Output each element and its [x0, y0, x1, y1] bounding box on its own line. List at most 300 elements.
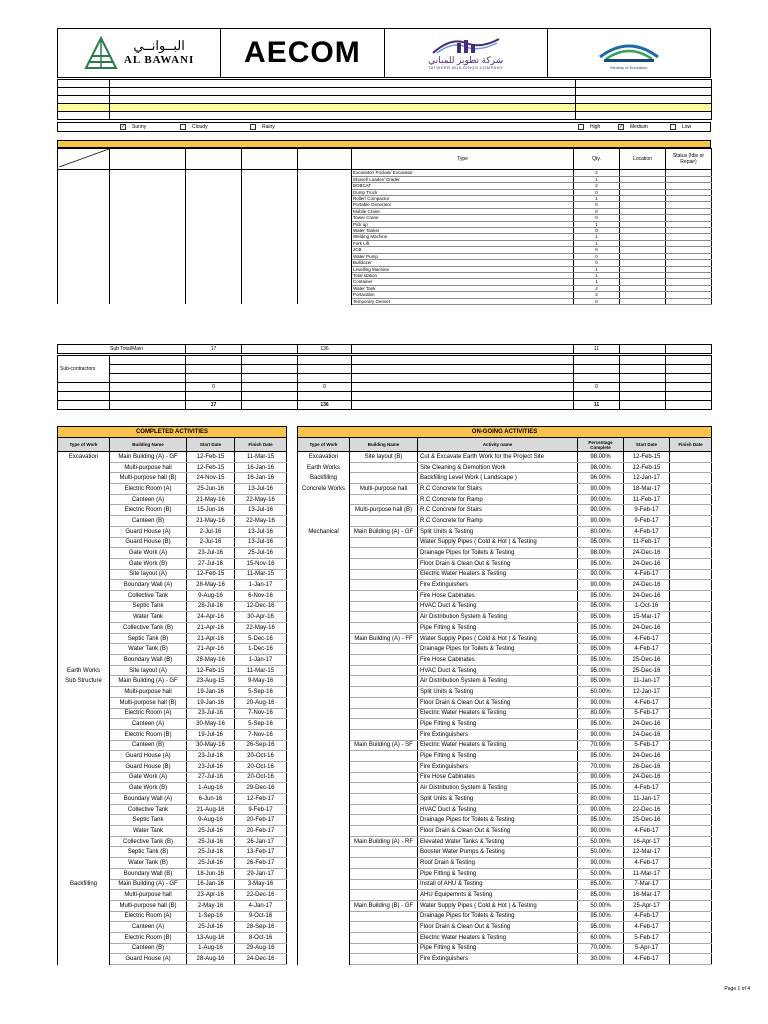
ongoing-building [350, 580, 418, 591]
completed-start: 12-Feb-15 [187, 569, 235, 580]
ongoing-type [298, 943, 350, 954]
ongoing-building [350, 847, 418, 858]
ongoing-percent: 30.00% [578, 954, 624, 965]
ongoing-finish [670, 687, 712, 698]
ongoing-type [298, 890, 350, 901]
ongoing-start: 24-Dec-16 [624, 729, 670, 740]
ongoing-finish [670, 815, 712, 826]
ongoing-row [298, 815, 712, 826]
ongoing-finish [670, 761, 712, 772]
completed-row [58, 505, 287, 516]
ongoing-activity: HVAC Duct & Testing [418, 665, 578, 676]
completed-start: 28-May-16 [187, 580, 235, 591]
completed-row [58, 911, 287, 922]
ongoing-row [298, 473, 712, 484]
equipment-qty: 2 [574, 183, 620, 189]
equipment-qty: 0 [574, 215, 620, 221]
ongoing-activities-table [297, 426, 712, 965]
ongoing-start: 5-Feb-17 [624, 932, 670, 943]
ongoing-row [298, 911, 712, 922]
ongoing-finish [670, 804, 712, 815]
ongoing-activity: Split Units & Testing [418, 526, 578, 537]
ongoing-type [298, 772, 350, 783]
completed-finish: 5-Dec-16 [235, 633, 287, 644]
ongoing-activity: Air Distribution System & Testing [418, 783, 578, 794]
ongoing-row [298, 783, 712, 794]
ongoing-finish [670, 462, 712, 473]
ongoing-start: 9-Feb-17 [624, 505, 670, 516]
ongoing-percent: 95.00% [578, 783, 624, 794]
ministry-english: Ministry of Education [610, 64, 648, 70]
completed-row [58, 697, 287, 708]
completed-finish: 26-Jan-17 [235, 836, 287, 847]
completed-row [58, 858, 287, 869]
completed-row [58, 537, 287, 548]
completed-building: Septic Tank (B) [110, 847, 187, 858]
ongoing-type [298, 537, 350, 548]
completed-type [58, 804, 110, 815]
completed-building: Canteen (A) [110, 494, 187, 505]
completed-start: 24-Nov-15 [187, 473, 235, 484]
ongoing-start: 18-Mar-17 [624, 484, 670, 495]
ongoing-finish [670, 494, 712, 505]
ongoing-finish [670, 484, 712, 495]
completed-row [58, 558, 287, 569]
ongoing-activity: HVAC Duct & Testing [418, 804, 578, 815]
ongoing-row [298, 868, 712, 879]
equipment-qty: 1 [574, 196, 620, 202]
ongoing-building [350, 590, 418, 601]
ongoing-activity: Install of AHU & Testing [418, 879, 578, 890]
completed-finish: 9-Feb-17 [235, 804, 287, 815]
ongoing-row [298, 537, 712, 548]
level-low[interactable] [670, 124, 691, 130]
ongoing-type: Backfilling [298, 473, 350, 484]
equipment-qty: 0 [574, 253, 620, 259]
completed-building: Site layout (A) [110, 569, 187, 580]
ongoing-percent: 70.00% [578, 740, 624, 751]
ongoing-activity: Drainage Pipes for Toilets & Testing [418, 644, 578, 655]
completed-finish: 25-Jul-16 [235, 548, 287, 559]
completed-type [58, 922, 110, 933]
level-high[interactable] [578, 124, 600, 130]
completed-building: Multi-purpose hall (B) [110, 473, 187, 484]
completed-type [58, 761, 110, 772]
ongoing-row [298, 836, 712, 847]
completed-building: Multi-purpose hall [110, 890, 187, 901]
completed-row [58, 943, 287, 954]
completed-type [58, 484, 110, 495]
completed-start: 23-Aug-15 [187, 676, 235, 687]
weather-cloudy[interactable] [180, 124, 208, 130]
ongoing-start: 12-Mar-17 [624, 847, 670, 858]
ongoing-start: 4-Feb-17 [624, 911, 670, 922]
ongoing-type: Excavation [298, 452, 350, 463]
completed-type [58, 890, 110, 901]
albawani-english: AL BAWANI [123, 54, 195, 66]
completed-type [58, 868, 110, 879]
completed-start: 1-Aug-16 [187, 943, 235, 954]
ongoing-start: 12-Feb-15 [624, 452, 670, 463]
ongoing-type [298, 804, 350, 815]
completed-finish: 20-Oct-16 [235, 761, 287, 772]
ongoing-start: 5-Apr-17 [624, 943, 670, 954]
completed-type [58, 932, 110, 943]
completed-finish: 11-Mar-15 [235, 569, 287, 580]
completed-start: 23-Apr-16 [187, 890, 235, 901]
header-grid-row [58, 112, 712, 120]
ongoing-percent: 95.00% [578, 676, 624, 687]
ongoing-row [298, 772, 712, 783]
ongoing-start: 12-Jan-17 [624, 687, 670, 698]
ongoing-percent: 50.00% [578, 868, 624, 879]
level-medium[interactable] [618, 124, 648, 130]
completed-row [58, 601, 287, 612]
ongoing-finish [670, 644, 712, 655]
ongoing-start: 25-Apr-17 [624, 900, 670, 911]
completed-start: 25-Jun-16 [187, 484, 235, 495]
completed-building: Guard House (B) [110, 537, 187, 548]
completed-row [58, 633, 287, 644]
completed-row [58, 879, 287, 890]
completed-finish: 5-Sep-16 [235, 719, 287, 730]
ongoing-type [298, 826, 350, 837]
ongoing-percent: 95.00% [578, 911, 624, 922]
completed-start: 15-Jun-16 [187, 505, 235, 516]
completed-finish: 16-Jan-16 [235, 473, 287, 484]
completed-start: 6-Jun-16 [187, 794, 235, 805]
ongoing-type [298, 815, 350, 826]
completed-type [58, 462, 110, 473]
ongoing-type [298, 697, 350, 708]
ongoing-activity: Air Distribution System & Testing [418, 676, 578, 687]
ongoing-finish [670, 516, 712, 527]
equipment-header-row [58, 149, 712, 170]
completed-col-type: Type of Work [58, 438, 110, 452]
completed-start: 16-Jan-16 [187, 879, 235, 890]
completed-finish: 22-May-16 [235, 494, 287, 505]
completed-building: Canteen (A) [110, 719, 187, 730]
ongoing-percent: 90.00% [578, 505, 624, 516]
weather-rainy[interactable] [250, 124, 275, 130]
completed-building: Collective Tank [110, 804, 187, 815]
equipment-qty: 0 [574, 228, 620, 234]
completed-type [58, 623, 110, 634]
ongoing-start: 24-Dec-16 [624, 623, 670, 634]
ongoing-start: 12-Jan-17 [624, 473, 670, 484]
completed-building: Guard House (A) [110, 751, 187, 762]
completed-building: Multi-purpose hall (B) [110, 900, 187, 911]
ongoing-finish [670, 932, 712, 943]
ongoing-type: Concrete Works [298, 484, 350, 495]
ongoing-finish [670, 537, 712, 548]
checkbox-high[interactable] [578, 124, 584, 130]
ongoing-building: Multi-purpose hall (B) [350, 505, 418, 516]
ongoing-percent: 95.00% [578, 815, 624, 826]
ongoing-row [298, 494, 712, 505]
header-grid-row [58, 96, 712, 104]
ongoing-row [298, 761, 712, 772]
ongoing-finish [670, 633, 712, 644]
ongoing-type [298, 729, 350, 740]
completed-start: 28-Jul-16 [187, 601, 235, 612]
completed-type [58, 836, 110, 847]
completed-row [58, 548, 287, 559]
ongoing-activity: Floor Drain & Clean Out & Testing [418, 697, 578, 708]
ongoing-type [298, 612, 350, 623]
completed-row [58, 815, 287, 826]
completed-finish: 11-Mar-15 [235, 452, 287, 463]
ongoing-activity: Pipe Fitting & Testing [418, 623, 578, 634]
sub-a: 0 [186, 383, 242, 392]
ongoing-start: 24-Dec-16 [624, 751, 670, 762]
ongoing-type [298, 590, 350, 601]
ongoing-row [298, 548, 712, 559]
weather-sunny[interactable] [120, 124, 146, 130]
completed-building: Main Building (A) - GF [110, 676, 187, 687]
completed-activities-table [57, 426, 287, 965]
completed-finish: 26-Feb-17 [235, 858, 287, 869]
completed-finish: 12-Dec-16 [235, 601, 287, 612]
logo-strip [57, 28, 711, 78]
completed-finish: 20-Aug-16 [235, 697, 287, 708]
ongoing-start: 4-Feb-17 [624, 644, 670, 655]
completed-type [58, 708, 110, 719]
checkbox-rainy[interactable] [250, 124, 256, 130]
ongoing-activity: Pipe Fitting & Testing [418, 751, 578, 762]
ongoing-finish [670, 836, 712, 847]
spacer-row [58, 392, 712, 401]
equipment-status-header: Status (Idle or Repair) [666, 149, 712, 170]
ongoing-finish [670, 526, 712, 537]
ongoing-building [350, 473, 418, 484]
ongoing-start: 24-Dec-16 [624, 772, 670, 783]
ongoing-percent: 95.00% [578, 612, 624, 623]
completed-type [58, 558, 110, 569]
ongoing-type: Mechanical [298, 526, 350, 537]
subtotal-c: 11 [574, 345, 620, 354]
equipment-subtotal-table [57, 344, 712, 354]
total-a: 17 [186, 401, 242, 410]
completed-start: 9-Aug-16 [187, 590, 235, 601]
tatweer-logo [385, 28, 548, 78]
ongoing-building [350, 655, 418, 666]
completed-type [58, 943, 110, 954]
subcontractors-label: Sub-contractors [58, 356, 110, 383]
ongoing-percent: 95.00% [578, 558, 624, 569]
ongoing-percent: 90.00% [578, 858, 624, 869]
completed-building: Multi-purpose hall (B) [110, 697, 187, 708]
completed-type [58, 719, 110, 730]
tatweer-english: TATWEER BUILDINGS COMPANY [428, 64, 504, 70]
completed-finish: 9-May-16 [235, 676, 287, 687]
ongoing-finish [670, 900, 712, 911]
ongoing-finish [670, 783, 712, 794]
ongoing-row [298, 794, 712, 805]
ongoing-start: 4-Feb-17 [624, 858, 670, 869]
completed-finish: 22-May-16 [235, 623, 287, 634]
equipment-type: Fork Lift [352, 240, 574, 246]
completed-start: 28-May-16 [187, 655, 235, 666]
equipment-qty-header: Qty. [574, 149, 620, 170]
ongoing-type [298, 900, 350, 911]
ongoing-activity: Fire Hose Cabinates [418, 772, 578, 783]
checkbox-low[interactable] [670, 124, 676, 130]
ongoing-building [350, 815, 418, 826]
ongoing-type [298, 569, 350, 580]
completed-type: Backfilling [58, 879, 110, 890]
completed-start: 13-Aug-16 [187, 932, 235, 943]
checkbox-medium[interactable]: ✓ [618, 123, 624, 130]
ongoing-activity: Water Supply Pipes ( Cold & Hot ) & Testing [418, 633, 578, 644]
ongoing-row [298, 590, 712, 601]
ongoing-activity: R.C Concrete for Stairs [418, 505, 578, 516]
ongoing-start: 4-Feb-17 [624, 954, 670, 965]
ongoing-row [298, 954, 712, 965]
completed-finish: 3-May-16 [235, 879, 287, 890]
ongoing-percent: 95.00% [578, 719, 624, 730]
completed-type [58, 537, 110, 548]
ongoing-start: 24-Dec-16 [624, 719, 670, 730]
completed-type [58, 516, 110, 527]
equipment-type: Shovel/ Loader/ Grader [352, 176, 574, 182]
ongoing-building: Multi-purpose hall [350, 484, 418, 495]
ongoing-start: 24-Dec-16 [624, 580, 670, 591]
ongoing-finish [670, 623, 712, 634]
completed-start: 1-Aug-16 [187, 783, 235, 794]
completed-start: 23-Jul-16 [187, 548, 235, 559]
completed-start: 2-Jul-16 [187, 526, 235, 537]
completed-start: 2-May-16 [187, 900, 235, 911]
ongoing-start: 11-Feb-17 [624, 494, 670, 505]
completed-finish: 1-Jan-17 [235, 655, 287, 666]
ongoing-building [350, 462, 418, 473]
ongoing-percent: 85.00% [578, 879, 624, 890]
albawani-arabic: البــوانــي [133, 39, 185, 54]
ongoing-activity: Floor Drain & Clean Out & Testing [418, 826, 578, 837]
ongoing-finish [670, 676, 712, 687]
ongoing-header-row [298, 438, 712, 452]
ongoing-type [298, 623, 350, 634]
ongoing-type [298, 516, 350, 527]
completed-type [58, 505, 110, 516]
completed-type [58, 858, 110, 869]
equipment-type: Mobile Crane [352, 208, 574, 214]
completed-start: 19-Jul-16 [187, 729, 235, 740]
ongoing-row [298, 879, 712, 890]
ongoing-activity: R.C Concrete for Ramp [418, 494, 578, 505]
completed-start: 21-Apr-16 [187, 633, 235, 644]
ongoing-type [298, 922, 350, 933]
equipment-type: Portacabin [352, 292, 574, 298]
ongoing-start: 11-Feb-17 [624, 537, 670, 548]
completed-row [58, 729, 287, 740]
checkbox-sunny[interactable]: ✓ [120, 123, 126, 130]
completed-finish: 26-Sep-16 [235, 740, 287, 751]
completed-row [58, 452, 287, 463]
equipment-qty: 1 [574, 221, 620, 227]
ongoing-start: 9-Feb-17 [624, 516, 670, 527]
ongoing-activity: Electric Water Heaters & Testing [418, 932, 578, 943]
total-c: 11 [574, 401, 620, 410]
equipment-type: Levelling Machine [352, 266, 574, 272]
ongoing-activity: Floor Drain & Clean Out & Testing [418, 922, 578, 933]
ongoing-percent: 98.00% [578, 462, 624, 473]
grand-total-row [58, 401, 712, 410]
ongoing-activity: Site Cleaning & Demoltion Work [418, 462, 578, 473]
completed-start: 25-Jul-16 [187, 858, 235, 869]
ongoing-building [350, 708, 418, 719]
ongoing-start: 22-Dec-16 [624, 804, 670, 815]
completed-type: Earth Works [58, 665, 110, 676]
completed-type [58, 633, 110, 644]
completed-type [58, 569, 110, 580]
completed-building: Water Tank [110, 612, 187, 623]
ongoing-building [350, 761, 418, 772]
equipment-type: Water Tanker [352, 228, 574, 234]
ongoing-building [350, 558, 418, 569]
completed-finish: 28-Sep-16 [235, 922, 287, 933]
completed-building: Water Tank (B) [110, 644, 187, 655]
ongoing-type [298, 879, 350, 890]
ongoing-row [298, 708, 712, 719]
level-high-label: High [590, 124, 601, 130]
equipment-table [57, 148, 712, 305]
ongoing-percent: 80.00% [578, 708, 624, 719]
checkbox-cloudy[interactable] [180, 124, 186, 130]
completed-start: 25-Jul-16 [187, 922, 235, 933]
ongoing-type [298, 708, 350, 719]
completed-finish: 5-Sep-16 [235, 687, 287, 698]
completed-start: 1-Sep-16 [187, 911, 235, 922]
ongoing-activity: Fire Extinguishers [418, 580, 578, 591]
equipment-qty: 1 [574, 234, 620, 240]
equipment-qty: 0 [574, 208, 620, 214]
completed-type: Excavation [58, 452, 110, 463]
ongoing-col-percent: Percentage Complete [578, 438, 624, 452]
completed-row [58, 826, 287, 837]
ongoing-row [298, 505, 712, 516]
ongoing-row [298, 751, 712, 762]
ongoing-row [298, 655, 712, 666]
ongoing-finish [670, 729, 712, 740]
ongoing-start: 4-Feb-17 [624, 569, 670, 580]
completed-start: 25-Jul-16 [187, 847, 235, 858]
completed-row [58, 804, 287, 815]
completed-row [58, 494, 287, 505]
ongoing-title: ON-GOING ACTIVITIES [298, 427, 712, 438]
completed-type [58, 580, 110, 591]
weather-row [57, 122, 711, 132]
completed-type [58, 847, 110, 858]
ongoing-row [298, 687, 712, 698]
completed-finish: 29-Jan-17 [235, 868, 287, 879]
subcontractors-row [58, 356, 712, 365]
completed-building: Collective Tank (B) [110, 623, 187, 634]
completed-finish: 22-Dec-16 [235, 890, 287, 901]
completed-row [58, 922, 287, 933]
ongoing-type [298, 665, 350, 676]
ongoing-building [350, 890, 418, 901]
completed-building: Boundary Wall (B) [110, 655, 187, 666]
ongoing-row [298, 580, 712, 591]
completed-col-building: Building Name [110, 438, 187, 452]
ongoing-building [350, 922, 418, 933]
weather-cloudy-label: Cloudy [192, 124, 208, 130]
completed-finish: 12-Feb-17 [235, 794, 287, 805]
ongoing-building [350, 751, 418, 762]
ongoing-type [298, 932, 350, 943]
